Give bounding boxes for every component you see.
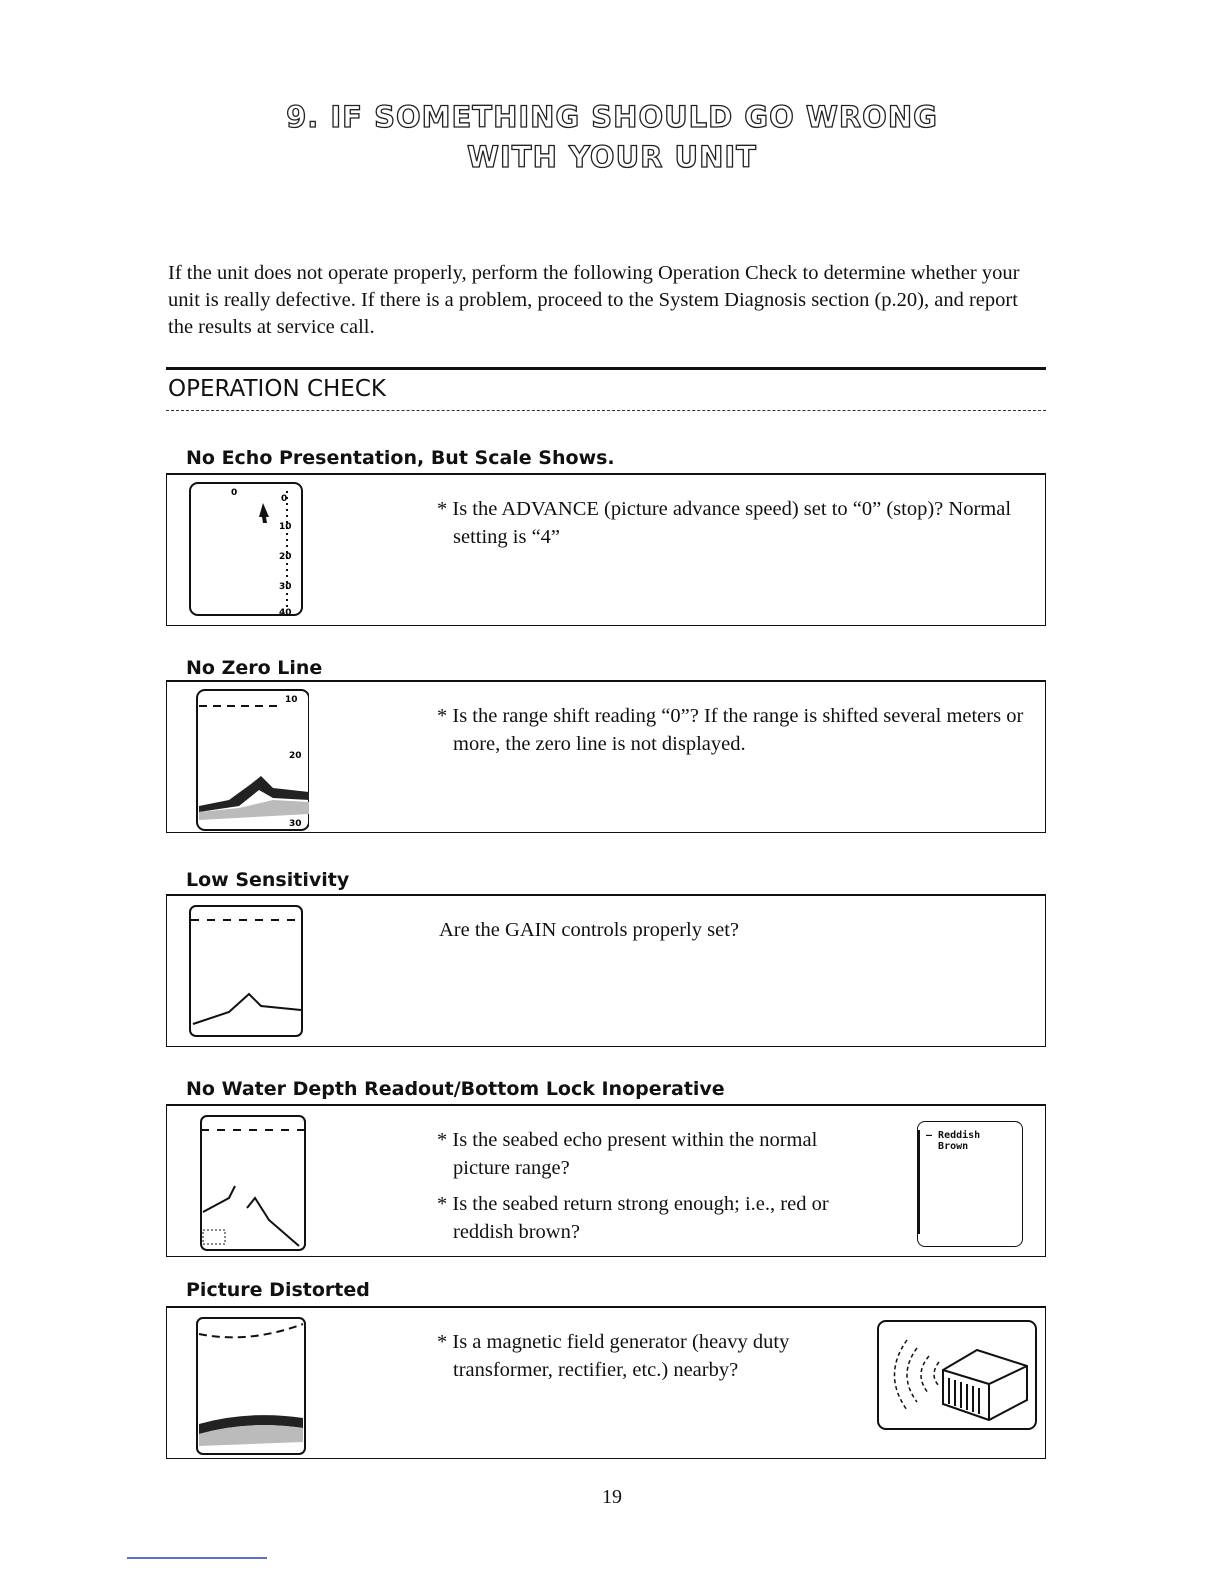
check-heading: Low Sensitivity [186, 869, 350, 891]
svg-text:40: 40 [279, 608, 292, 618]
check-text: * Is a magnetic field generator (heavy duty transformer, rectifier, etc.) nearby? [437, 1331, 790, 1381]
transformer-illustration [877, 1320, 1039, 1432]
echo-screen-illustration [189, 481, 309, 621]
check-heading: No Water Depth Readout/Bottom Lock Inoperative [186, 1078, 725, 1100]
intro-paragraph: If the unit does not operate properly, perform the following Operation Check to determine whether your unit is really defective. If there is a problem, proceed to the System Diagnosis section (p.20), and report the results at service call. [168, 262, 1020, 338]
check-box [166, 680, 1046, 833]
svg-text:30: 30 [279, 582, 292, 592]
zero-line-screen-illustration [189, 688, 309, 833]
chapter-title-line1: 9. IF SOMETHING SHOULD GO WRONG [286, 100, 938, 134]
svg-text:10: 10 [285, 695, 298, 705]
svg-text:20: 20 [289, 751, 302, 761]
chapter-title-line2: WITH YOUR UNIT [467, 140, 757, 174]
section-title: OPERATION CHECK [168, 376, 386, 402]
check-heading: No Zero Line [186, 657, 323, 679]
check-box [166, 1104, 1046, 1257]
check-heading: Picture Distorted [186, 1279, 370, 1301]
distorted-screen-illustration [189, 1314, 314, 1459]
svg-text:30: 30 [289, 819, 302, 829]
svg-text:0: 0 [231, 488, 238, 498]
check-box [166, 894, 1046, 1047]
check-text: * Is the range shift reading “0”? If the range is shifted several meters or more, the zero line is not displayed. [437, 705, 1024, 755]
check-text: * Is the seabed echo present within the normal picture range? * Is the seabed return strong enough; i.e., red or reddish brown? [437, 1129, 829, 1243]
check-text: Are the GAIN controls properly set? [439, 919, 740, 941]
svg-text:10: 10 [279, 522, 292, 532]
section-rule-bottom [166, 410, 1046, 412]
footer-line [127, 1557, 267, 1559]
check-box [166, 1306, 1046, 1459]
page-number: 19 [602, 1486, 622, 1508]
bottom-lock-screen-illustration [189, 1112, 314, 1257]
check-box [166, 473, 1046, 626]
check-text: * Is the ADVANCE (picture advance speed) set to “0” (stop)? Normal setting is “4” [437, 498, 1012, 548]
color-callout-illustration [917, 1121, 1023, 1247]
svg-text:20: 20 [279, 552, 292, 562]
svg-text:0: 0 [281, 494, 288, 504]
callout-label: — Reddish Brown [926, 1130, 981, 1152]
section-rule-top [166, 367, 1046, 370]
check-heading: No Echo Presentation, But Scale Shows. [186, 447, 615, 469]
low-sensitivity-screen-illustration [189, 902, 309, 1042]
